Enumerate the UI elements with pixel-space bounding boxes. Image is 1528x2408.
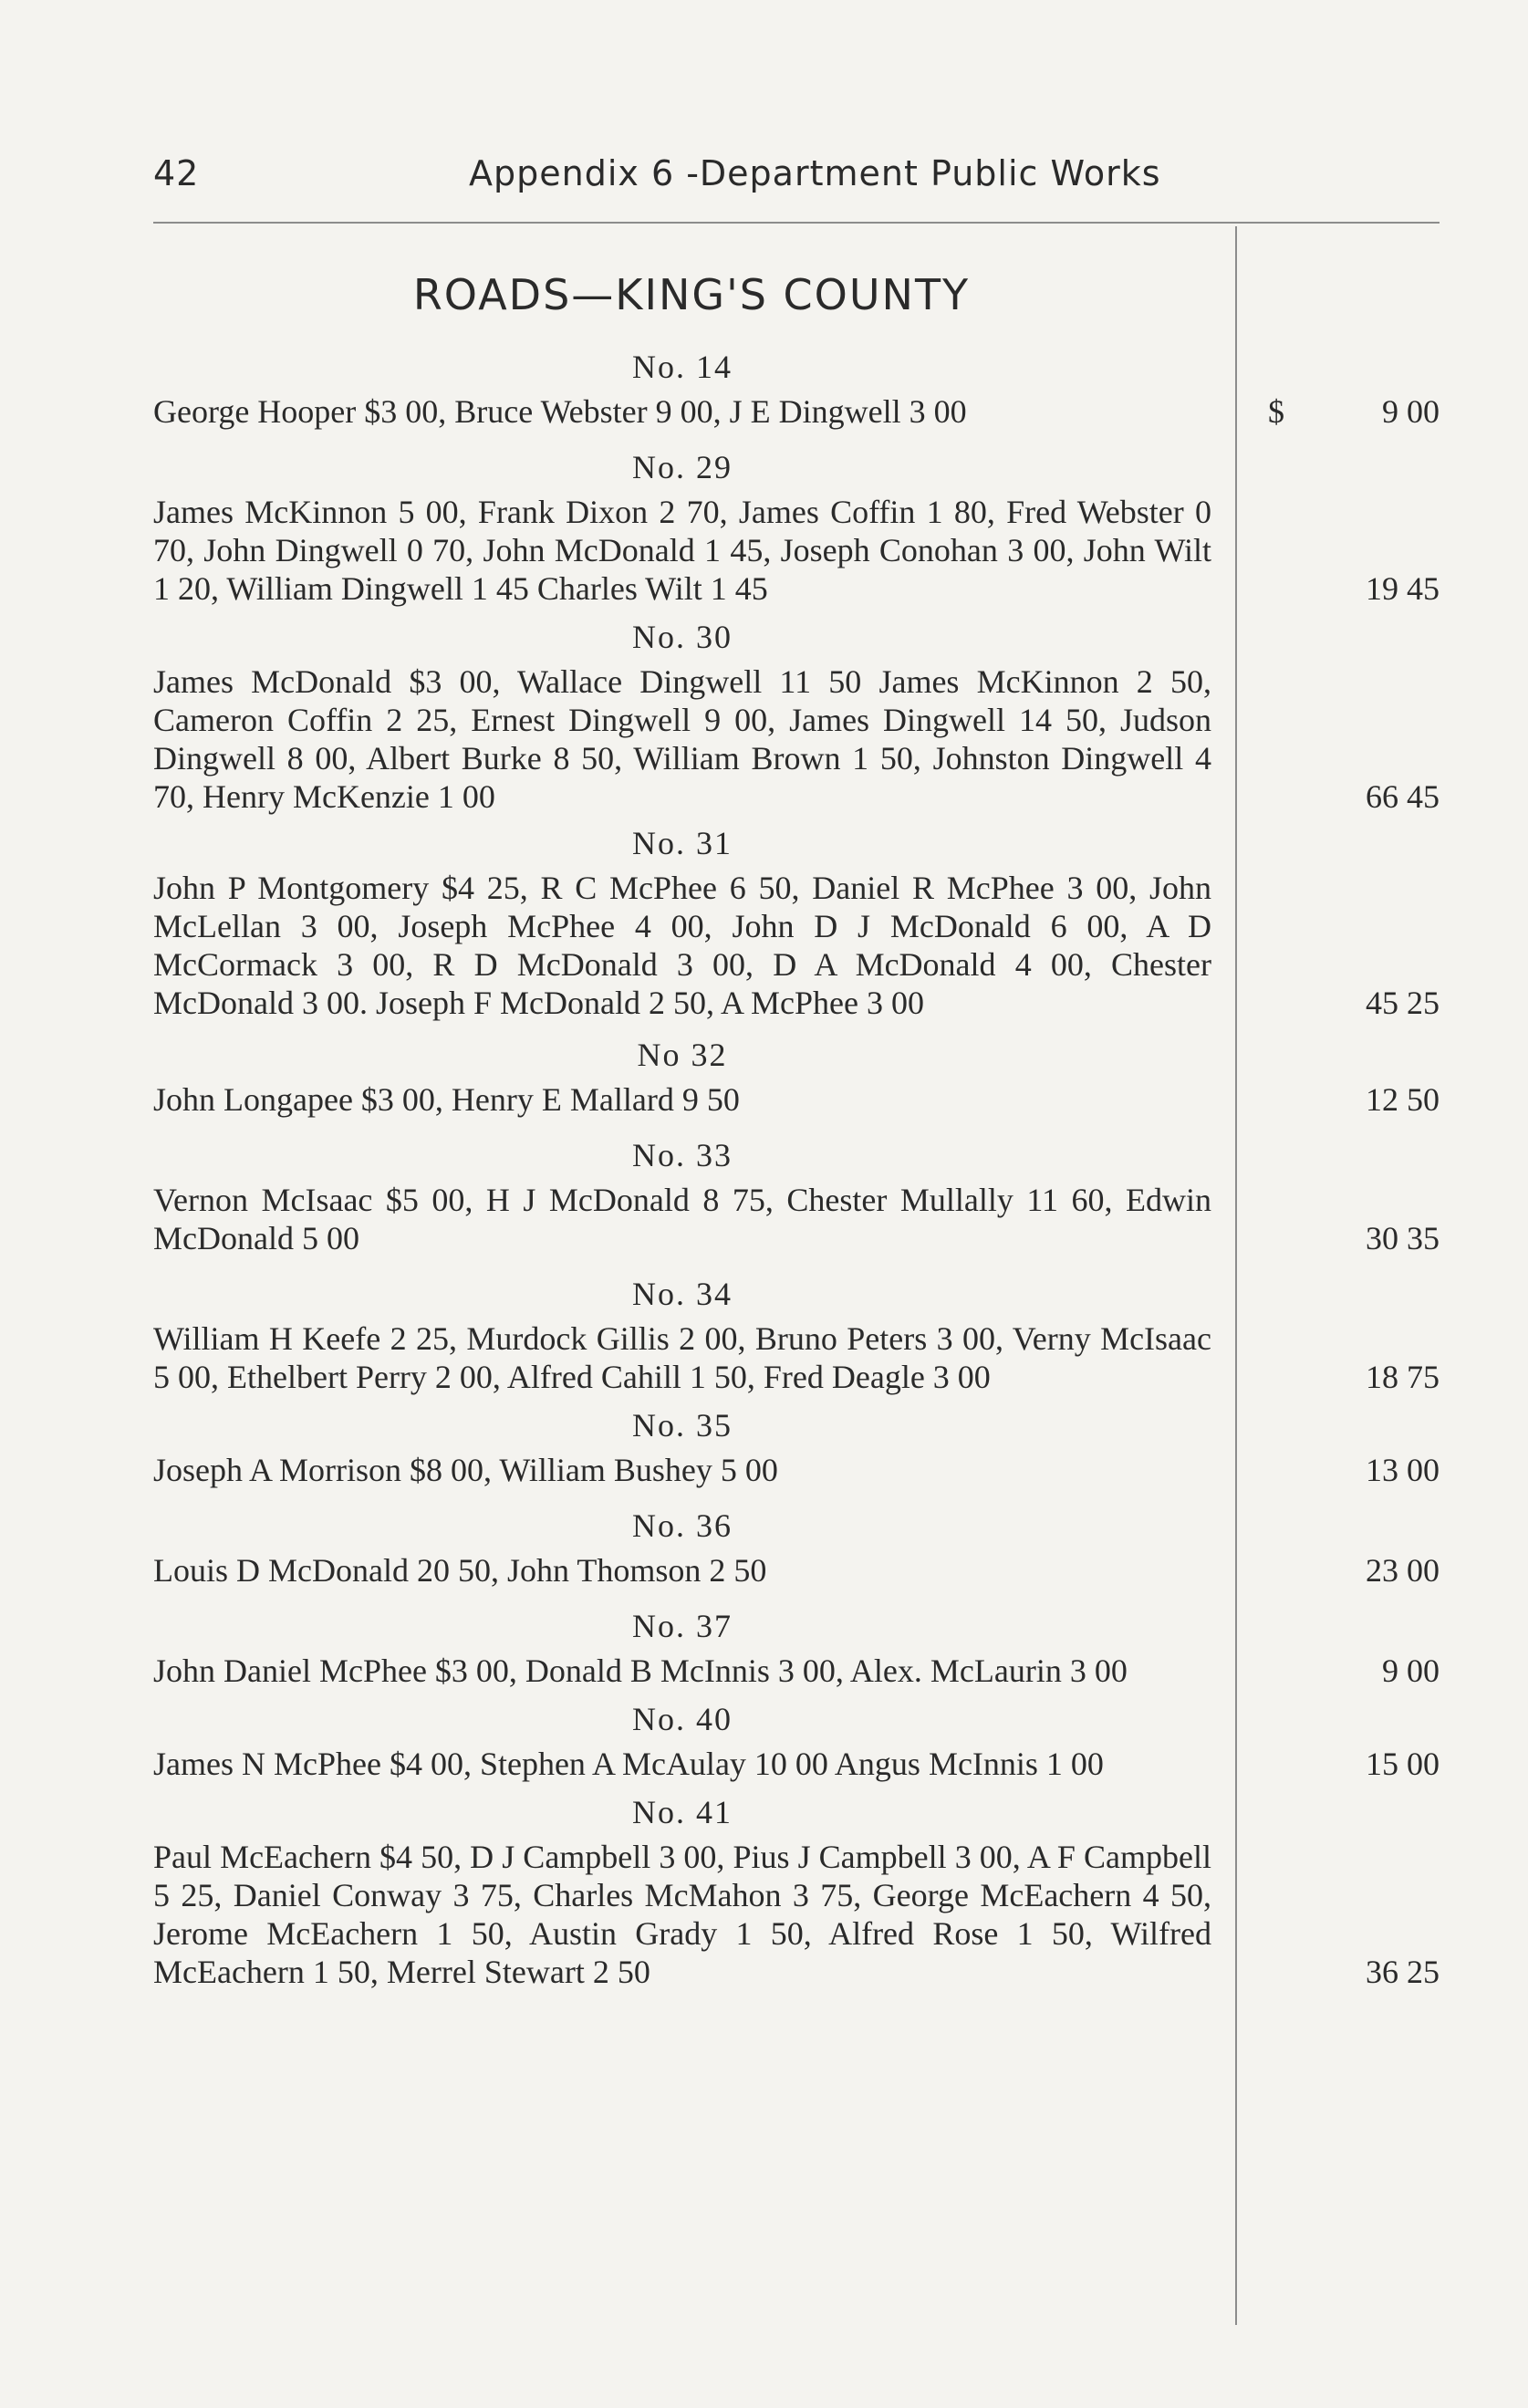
page-header xyxy=(153,153,1440,199)
payee-list: James McDonald $3 00, Wallace Dingwell 11 50 James McKinnon 2 50, Cameron Coffin 2 25, Ernest Dingwell 9 00, James Dingwell 14 50, Judson Dingwell 8 00, Albert Burke 8 50, William Brown 1 50, Johnston Dingwell 4 70, Henry McKenzie 1 00 xyxy=(153,663,1211,815)
road-number: No. 30 xyxy=(632,619,733,655)
road-entry xyxy=(153,347,1440,431)
road-number: No. 41 xyxy=(632,1794,733,1830)
road-entry xyxy=(153,1405,1440,1489)
payee-list: Joseph A Morrison $8 00, William Bushey 5 00 xyxy=(153,1452,778,1488)
road-number: No. 33 xyxy=(632,1137,733,1173)
header-rule xyxy=(153,222,1440,224)
road-number: No. 40 xyxy=(632,1701,733,1737)
road-entry xyxy=(153,823,1440,1022)
road-total: 19 45 xyxy=(1366,570,1440,607)
road-entry xyxy=(153,617,1440,816)
road-entry xyxy=(153,1792,1440,1991)
payee-list: James McKinnon 5 00, Frank Dixon 2 70, James Coffin 1 80, Fred Webster 0 70, John Dingwell 0 70, John McDonald 1 45, Joseph Conohan 3 00, John Wilt 1 20, William Dingwell 1 45 Charles Wilt 1 45 xyxy=(153,494,1211,607)
dollar-sign: $ xyxy=(1268,393,1284,430)
road-entry xyxy=(153,1606,1440,1690)
payee-list: Paul McEachern $4 50, D J Campbell 3 00, Pius J Campbell 3 00, A F Campbell 5 25, Daniel Conway 3 75, Charles McMahon 3 75, George McEachern 4 50, Jerome McEachern 1 50, Austin Grady 1 50, Alfred Rose 1 50, Wilfred McEachern 1 50, Merrel Stewart 2 50 xyxy=(153,1839,1211,1990)
road-total: 13 00 xyxy=(1366,1452,1440,1488)
road-number: No. 31 xyxy=(632,825,733,861)
payee-list: John Daniel McPhee $3 00, Donald B McInnis 3 00, Alex. McLaurin 3 00 xyxy=(153,1652,1128,1689)
road-entry xyxy=(153,1699,1440,1783)
road-total: 12 50 xyxy=(1366,1081,1440,1118)
running-title: Appendix 6 -Department Public Works xyxy=(469,153,1161,193)
payee-list: George Hooper $3 00, Bruce Webster 9 00, J E Dingwell 3 00 xyxy=(153,393,967,430)
payee-list: John P Montgomery $4 25, R C McPhee 6 50, Daniel R McPhee 3 00, John McLellan 3 00, Joseph McPhee 4 00, John D J McDonald 6 00, A D McCormack 3 00, R D McDonald 3 00, D A McDonald 4 00, Chester McDonald 3 00. Joseph F McDonald 2 50, A McPhee 3 00 xyxy=(153,870,1211,1021)
road-entry xyxy=(153,447,1440,608)
road-entry xyxy=(153,1274,1440,1396)
road-total: 45 25 xyxy=(1366,985,1440,1021)
road-total: 18 75 xyxy=(1366,1359,1440,1395)
payee-list: John Longapee $3 00, Henry E Mallard 9 50 xyxy=(153,1081,740,1118)
road-total: 9 00 xyxy=(1382,1652,1440,1689)
road-total: 66 45 xyxy=(1366,778,1440,815)
road-total: 15 00 xyxy=(1366,1746,1440,1782)
road-entries xyxy=(153,347,1440,1991)
road-number: No. 37 xyxy=(632,1608,733,1644)
payee-list: James N McPhee $4 00, Stephen A McAulay 10 00 Angus McInnis 1 00 xyxy=(153,1746,1104,1782)
road-number: No. 36 xyxy=(632,1507,733,1544)
road-entry xyxy=(153,1035,1440,1119)
road-total: 23 00 xyxy=(1366,1552,1440,1589)
road-number: No 32 xyxy=(637,1037,728,1073)
road-entry xyxy=(153,1135,1440,1257)
road-number: No. 34 xyxy=(632,1276,733,1312)
road-number: No. 35 xyxy=(632,1407,733,1444)
road-entry xyxy=(153,1506,1440,1590)
road-total: 30 35 xyxy=(1366,1220,1440,1256)
section-title: ROADS—KING'S COUNTY xyxy=(412,270,971,319)
page-number: 42 xyxy=(153,153,200,193)
road-number: No. 29 xyxy=(632,449,733,485)
payee-list: William H Keefe 2 25, Murdock Gillis 2 00, Bruno Peters 3 00, Verny McIsaac 5 00, Ethelbert Perry 2 00, Alfred Cahill 1 50, Fred Deagle 3 00 xyxy=(153,1320,1211,1395)
road-total: 36 25 xyxy=(1366,1954,1440,1990)
road-number: No. 14 xyxy=(632,349,733,385)
payee-list: Vernon McIsaac $5 00, H J McDonald 8 75, Chester Mullally 11 60, Edwin McDonald 5 00 xyxy=(153,1182,1211,1256)
payee-list: Louis D McDonald 20 50, John Thomson 2 50 xyxy=(153,1552,767,1589)
road-total: 9 00 xyxy=(1382,393,1440,430)
